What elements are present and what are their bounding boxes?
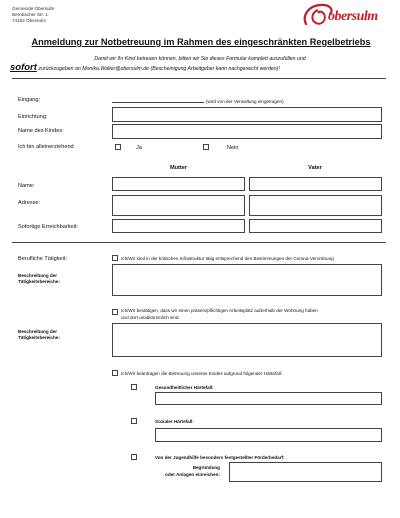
eingang-note: (wird von der Verwaltung eingetragen) (206, 99, 284, 104)
municipality-logo (300, 2, 388, 30)
erreichbarkeit-label: Sofortige Erreichbarkeit: (18, 224, 79, 230)
kritis-checkbox[interactable] (112, 255, 118, 261)
ja-label: Ja (136, 145, 142, 151)
eingang-label: Eingang: (18, 97, 41, 103)
praesenz-checkbox[interactable] (112, 309, 118, 315)
gesundheit-checkbox[interactable] (131, 384, 137, 390)
adresse-label: Adresse: (18, 200, 41, 206)
beschreibung-label-1: Beschreibung der Tätigkeitsbereiche: (18, 273, 60, 284)
berufliche-label: Berufliche Tätigkeit: (18, 256, 68, 262)
logo-text: obersulm (328, 9, 378, 24)
praesenz-label-2: und dort unabkömmlich sind. (121, 315, 180, 320)
haertefall-label: Ich/Wir beantragen die Betreuung unseres Kindes aufgrund folgender Härtefall: (121, 371, 283, 376)
sozial-checkbox[interactable] (131, 418, 137, 424)
kritis-label: Ich/Wir sind in der kritischen Infrastruktur tätig entsprechend den Bestimmungen der Corona-Verordnung (121, 256, 334, 261)
begruendung-label-1: Begründung (192, 465, 220, 470)
name-kind-label: Name des Kindes: (18, 128, 64, 134)
divider (12, 78, 386, 79)
vater-header: Vater (308, 165, 322, 171)
intro-emphasis: sofort (10, 62, 37, 73)
vater-erreichbarkeit-field[interactable] (249, 219, 382, 233)
vater-adresse-field[interactable] (249, 195, 382, 216)
sozial-label: Sozialer Härtefall: (155, 419, 194, 424)
intro-line-2-text: zurückzugeben an Monika.Walter@obersulm.de (Bescheinigung Arbeitgeber kann nachgereicht werden)! (36, 66, 280, 72)
name-label: Name: (18, 183, 35, 189)
ja-checkbox[interactable] (115, 144, 121, 150)
sozial-field[interactable] (155, 428, 382, 442)
jugendhilfe-checkbox[interactable] (131, 454, 137, 460)
gesundheit-label: Gesundheitlicher Härtefall: (155, 385, 214, 390)
mutter-adresse-field[interactable] (112, 195, 245, 216)
begruendung-field[interactable] (229, 462, 382, 482)
address-line: 74182 Obersulm (12, 18, 46, 23)
vater-name-field[interactable] (249, 177, 382, 191)
divider (12, 242, 386, 243)
intro-line-2 (10, 62, 392, 73)
address-line: Gemeinde Obersulm (12, 6, 55, 11)
address-line: Bernbacher Str. 1 (12, 12, 48, 17)
nein-label: Nein (227, 145, 239, 151)
intro-line-1: Damit wir Ihr Kind betreuen können, bitten wir Sie dieses Formular komplett auszufüllen und (94, 56, 306, 62)
jugendhilfe-label: Von der Jugendhilfe besonders festgestellter Förderbedarf: (155, 455, 285, 460)
gesundheit-field[interactable] (155, 392, 382, 405)
mutter-name-field[interactable] (112, 177, 245, 191)
alleinerziehend-label: Ich bin alleinerziehend (18, 144, 74, 150)
beschreibung-label-2: Beschreibung der Tätigkeitsbereiche: (18, 329, 60, 340)
nein-checkbox[interactable] (203, 144, 209, 150)
haertefall-checkbox[interactable] (112, 370, 118, 376)
praesenz-label-1: Ich/Wir bestätigen, dass wir einen präsenzpflichtigen Arbeitsplatz außerhalb der Wohnung haben (121, 308, 318, 313)
einrichtung-label: Einrichtung: (18, 114, 48, 120)
beschreibung-field-2[interactable] (112, 323, 382, 357)
name-kind-field[interactable] (112, 124, 382, 139)
address-block (12, 6, 54, 24)
mutter-header: Mutter (169, 165, 188, 171)
mutter-erreichbarkeit-field[interactable] (112, 219, 245, 233)
beschreibung-field-1[interactable] (112, 264, 382, 296)
eingang-field[interactable] (112, 96, 204, 103)
begruendung-label-2: oder Anlagen einreichen: (165, 472, 220, 477)
einrichtung-field[interactable] (112, 107, 382, 122)
page-title: Anmeldung zur Notbetreuung im Rahmen des eingeschränkten Regelbetriebs (31, 37, 371, 47)
